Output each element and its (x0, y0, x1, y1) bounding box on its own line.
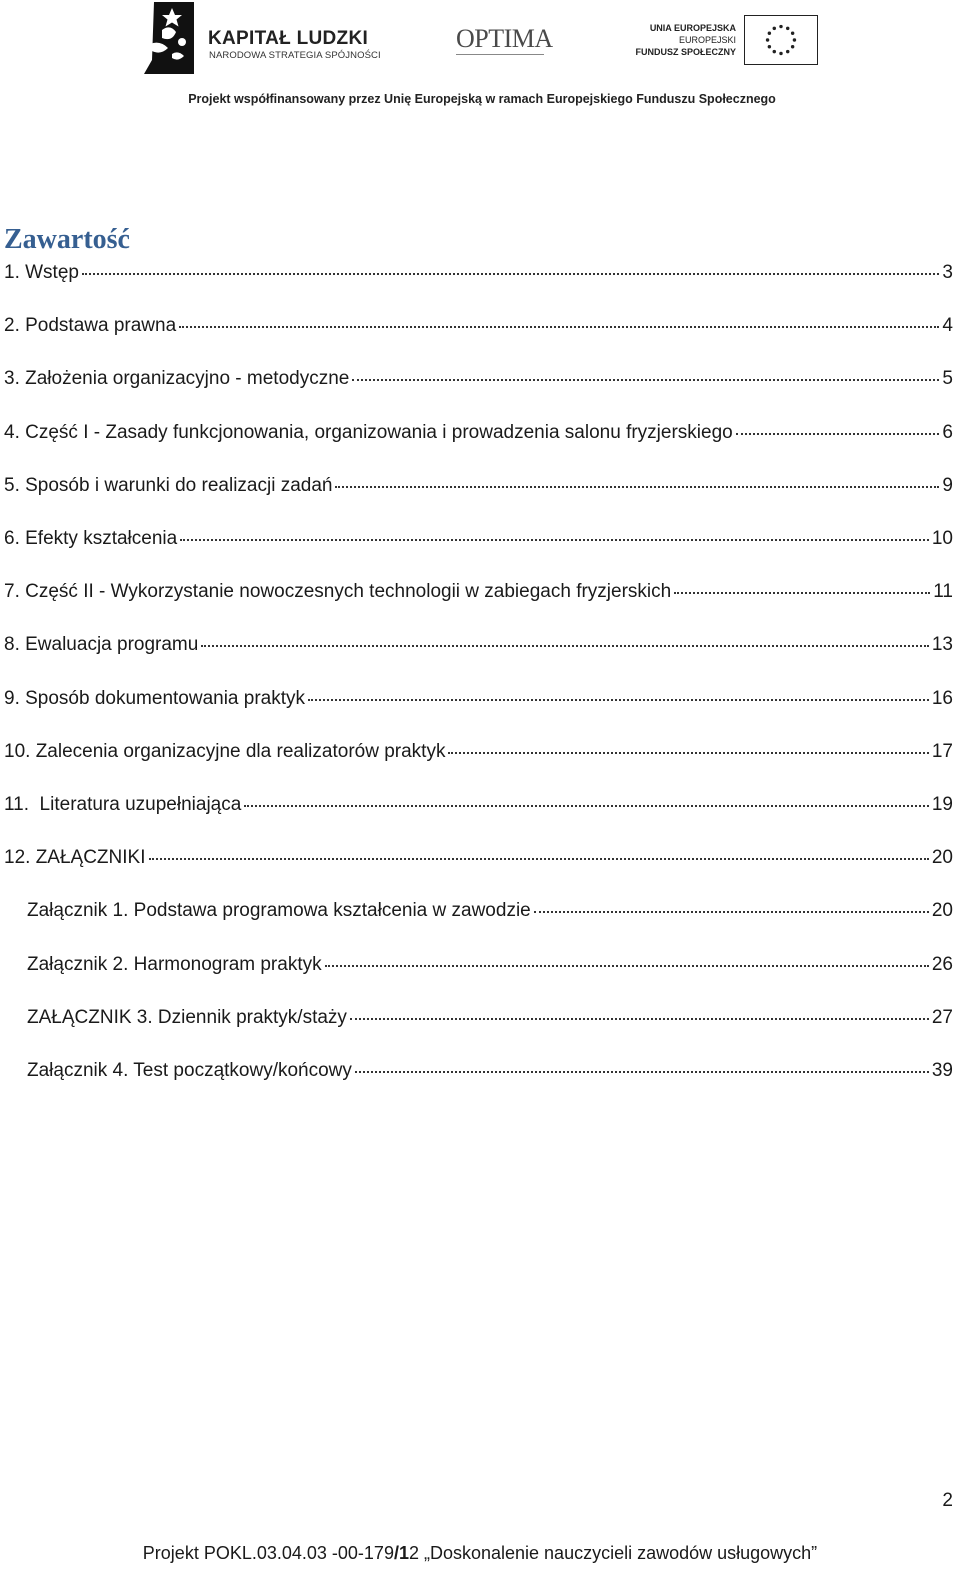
eu-star-icon (779, 25, 782, 28)
toc-entry[interactable] (4, 475, 953, 505)
toc-entry-page: 13 (931, 634, 953, 655)
toc-dot-leader (244, 805, 929, 807)
kapital-ludzki-emblem-icon (142, 0, 194, 76)
toc-entry-page: 4 (942, 315, 953, 336)
eu-star-icon (768, 45, 771, 48)
toc-entry[interactable] (27, 1060, 953, 1090)
toc-entry-title: 9. Sposób dokumentowania praktyk (4, 688, 306, 709)
toc-dot-leader (179, 326, 939, 328)
toc-dot-leader (149, 858, 929, 860)
eu-star-icon (791, 32, 794, 35)
toc-entry-title: Załącznik 1. Podstawa programowa kształcenia w zawodzie (27, 900, 531, 921)
toc-entry[interactable] (4, 847, 953, 877)
toc-entry[interactable] (4, 794, 953, 824)
toc-entry-title: 6. Efekty kształcenia (4, 528, 178, 549)
eu-star-icon (773, 50, 776, 53)
cofinance-note (0, 92, 960, 106)
toc-entry-page: 19 (931, 794, 953, 815)
toc-entry-title: 7. Część II - Wykorzystanie nowoczesnych technologii w zabiegach fryzjerskich (4, 581, 672, 602)
eu-star-icon (768, 32, 771, 35)
toc-dot-leader (180, 539, 929, 541)
toc-entry-page: 17 (931, 741, 953, 762)
toc-entry-page: 39 (931, 1060, 953, 1081)
toc-dot-leader (350, 1018, 929, 1020)
toc-entry-title: 5. Sposób i warunki do realizacji zadań (4, 475, 333, 496)
toc-entry-page: 9 (942, 475, 953, 496)
eu-star-icon (779, 52, 782, 55)
toc-dot-leader (448, 752, 928, 754)
footer-prefix: Projekt POKL.03.04.03 -00-179 (142, 1543, 394, 1563)
eu-text-line1: UNIA EUROPEJSKA (649, 23, 736, 33)
kapital-ludzki-subtitle: NARODOWA STRATEGIA SPÓJNOŚCI (209, 50, 381, 61)
eu-text (635, 22, 736, 58)
toc-entry-page: 27 (931, 1007, 953, 1028)
toc-entry[interactable] (4, 422, 953, 452)
footer-suffix: 2 „Doskonalenie nauczycieli zawodów usługowych” (408, 1543, 818, 1563)
eu-text-line3: FUNDUSZ SPOŁECZNY (635, 47, 736, 57)
toc-dot-leader (201, 645, 929, 647)
cofinance-text: Projekt współfinansowany przez Unię Europejską w ramach Europejskiego Funduszu Społecznego (188, 92, 776, 106)
optima-logo-text: OPTIMA (456, 24, 553, 53)
toc-entry-title: 4. Część I - Zasady funkcjonowania, organizowania i prowadzenia salonu fryzjerskiego (4, 422, 733, 443)
toc-entry-title: 3. Założenia organizacyjno - metodyczne (4, 368, 350, 389)
toc-dot-leader (352, 379, 939, 381)
toc-dot-leader (335, 486, 939, 488)
toc-dot-leader (534, 911, 929, 913)
toc-entry-title: Załącznik 4. Test początkowy/końcowy (27, 1060, 352, 1081)
toc-entry-page: 20 (931, 900, 953, 921)
toc-entry-title: 12. ZAŁĄCZNIKI (4, 847, 146, 868)
toc-entry[interactable] (4, 688, 953, 718)
toc-dot-leader (82, 273, 939, 275)
toc-entry-title: 10. Zalecenia organizacyjne dla realizatorów praktyk (4, 741, 446, 762)
toc-dot-leader (325, 965, 929, 967)
toc-entry[interactable] (27, 900, 953, 930)
toc-entry[interactable] (4, 528, 953, 558)
toc-entry[interactable] (4, 741, 953, 771)
toc-entry-page: 3 (942, 262, 953, 283)
toc-heading: Zawartość (4, 224, 130, 255)
eu-star-icon (766, 38, 769, 41)
eu-flag-icon (744, 15, 818, 65)
eu-star-icon (773, 27, 776, 30)
toc-entry-title: 2. Podstawa prawna (4, 315, 177, 336)
toc-entry[interactable] (4, 634, 953, 664)
toc-entry-page: 26 (931, 954, 953, 975)
page-number: 2 (942, 1490, 953, 1511)
toc-entry-page: 16 (931, 688, 953, 709)
toc-entry-title: 8. Ewaluacja programu (4, 634, 199, 655)
toc-entry-title: Załącznik 2. Harmonogram praktyk (27, 954, 322, 975)
optima-logo (456, 24, 556, 60)
toc-entry-page: 20 (931, 847, 953, 868)
eu-text-line2: EUROPEJSKI (678, 35, 736, 45)
toc-entry-title: 1. Wstęp (4, 262, 79, 283)
eu-star-icon (786, 27, 789, 30)
toc-entry[interactable] (4, 315, 953, 345)
eu-star-icon (791, 45, 794, 48)
toc-entry[interactable] (4, 368, 953, 398)
toc-entry[interactable] (4, 262, 953, 292)
toc-dot-leader (308, 699, 929, 701)
eu-star-icon (793, 38, 796, 41)
toc-entry[interactable] (4, 581, 953, 611)
toc-dot-leader (736, 433, 940, 435)
toc-entry[interactable] (27, 954, 953, 984)
toc-entry-page: 10 (931, 528, 953, 549)
footer (0, 1543, 960, 1564)
toc-entry-page: 6 (942, 422, 953, 443)
eu-star-icon (786, 50, 789, 53)
kapital-ludzki-title: KAPITAŁ LUDZKI (208, 28, 369, 49)
toc-entry-title: ZAŁĄCZNIK 3. Dziennik praktyk/staży (27, 1007, 347, 1028)
footer-bold: /1 (393, 1543, 409, 1563)
toc-entry[interactable] (27, 1007, 953, 1037)
toc-entry-page: 5 (942, 368, 953, 389)
toc-dot-leader (674, 592, 930, 594)
kapital-ludzki-logo (142, 0, 382, 78)
eu-logo (636, 14, 822, 68)
toc-entry-title: 11. Literatura uzupełniająca (4, 794, 242, 815)
toc-entry-page: 11 (933, 581, 953, 602)
optima-underline (456, 54, 544, 55)
toc-dot-leader (355, 1071, 929, 1073)
